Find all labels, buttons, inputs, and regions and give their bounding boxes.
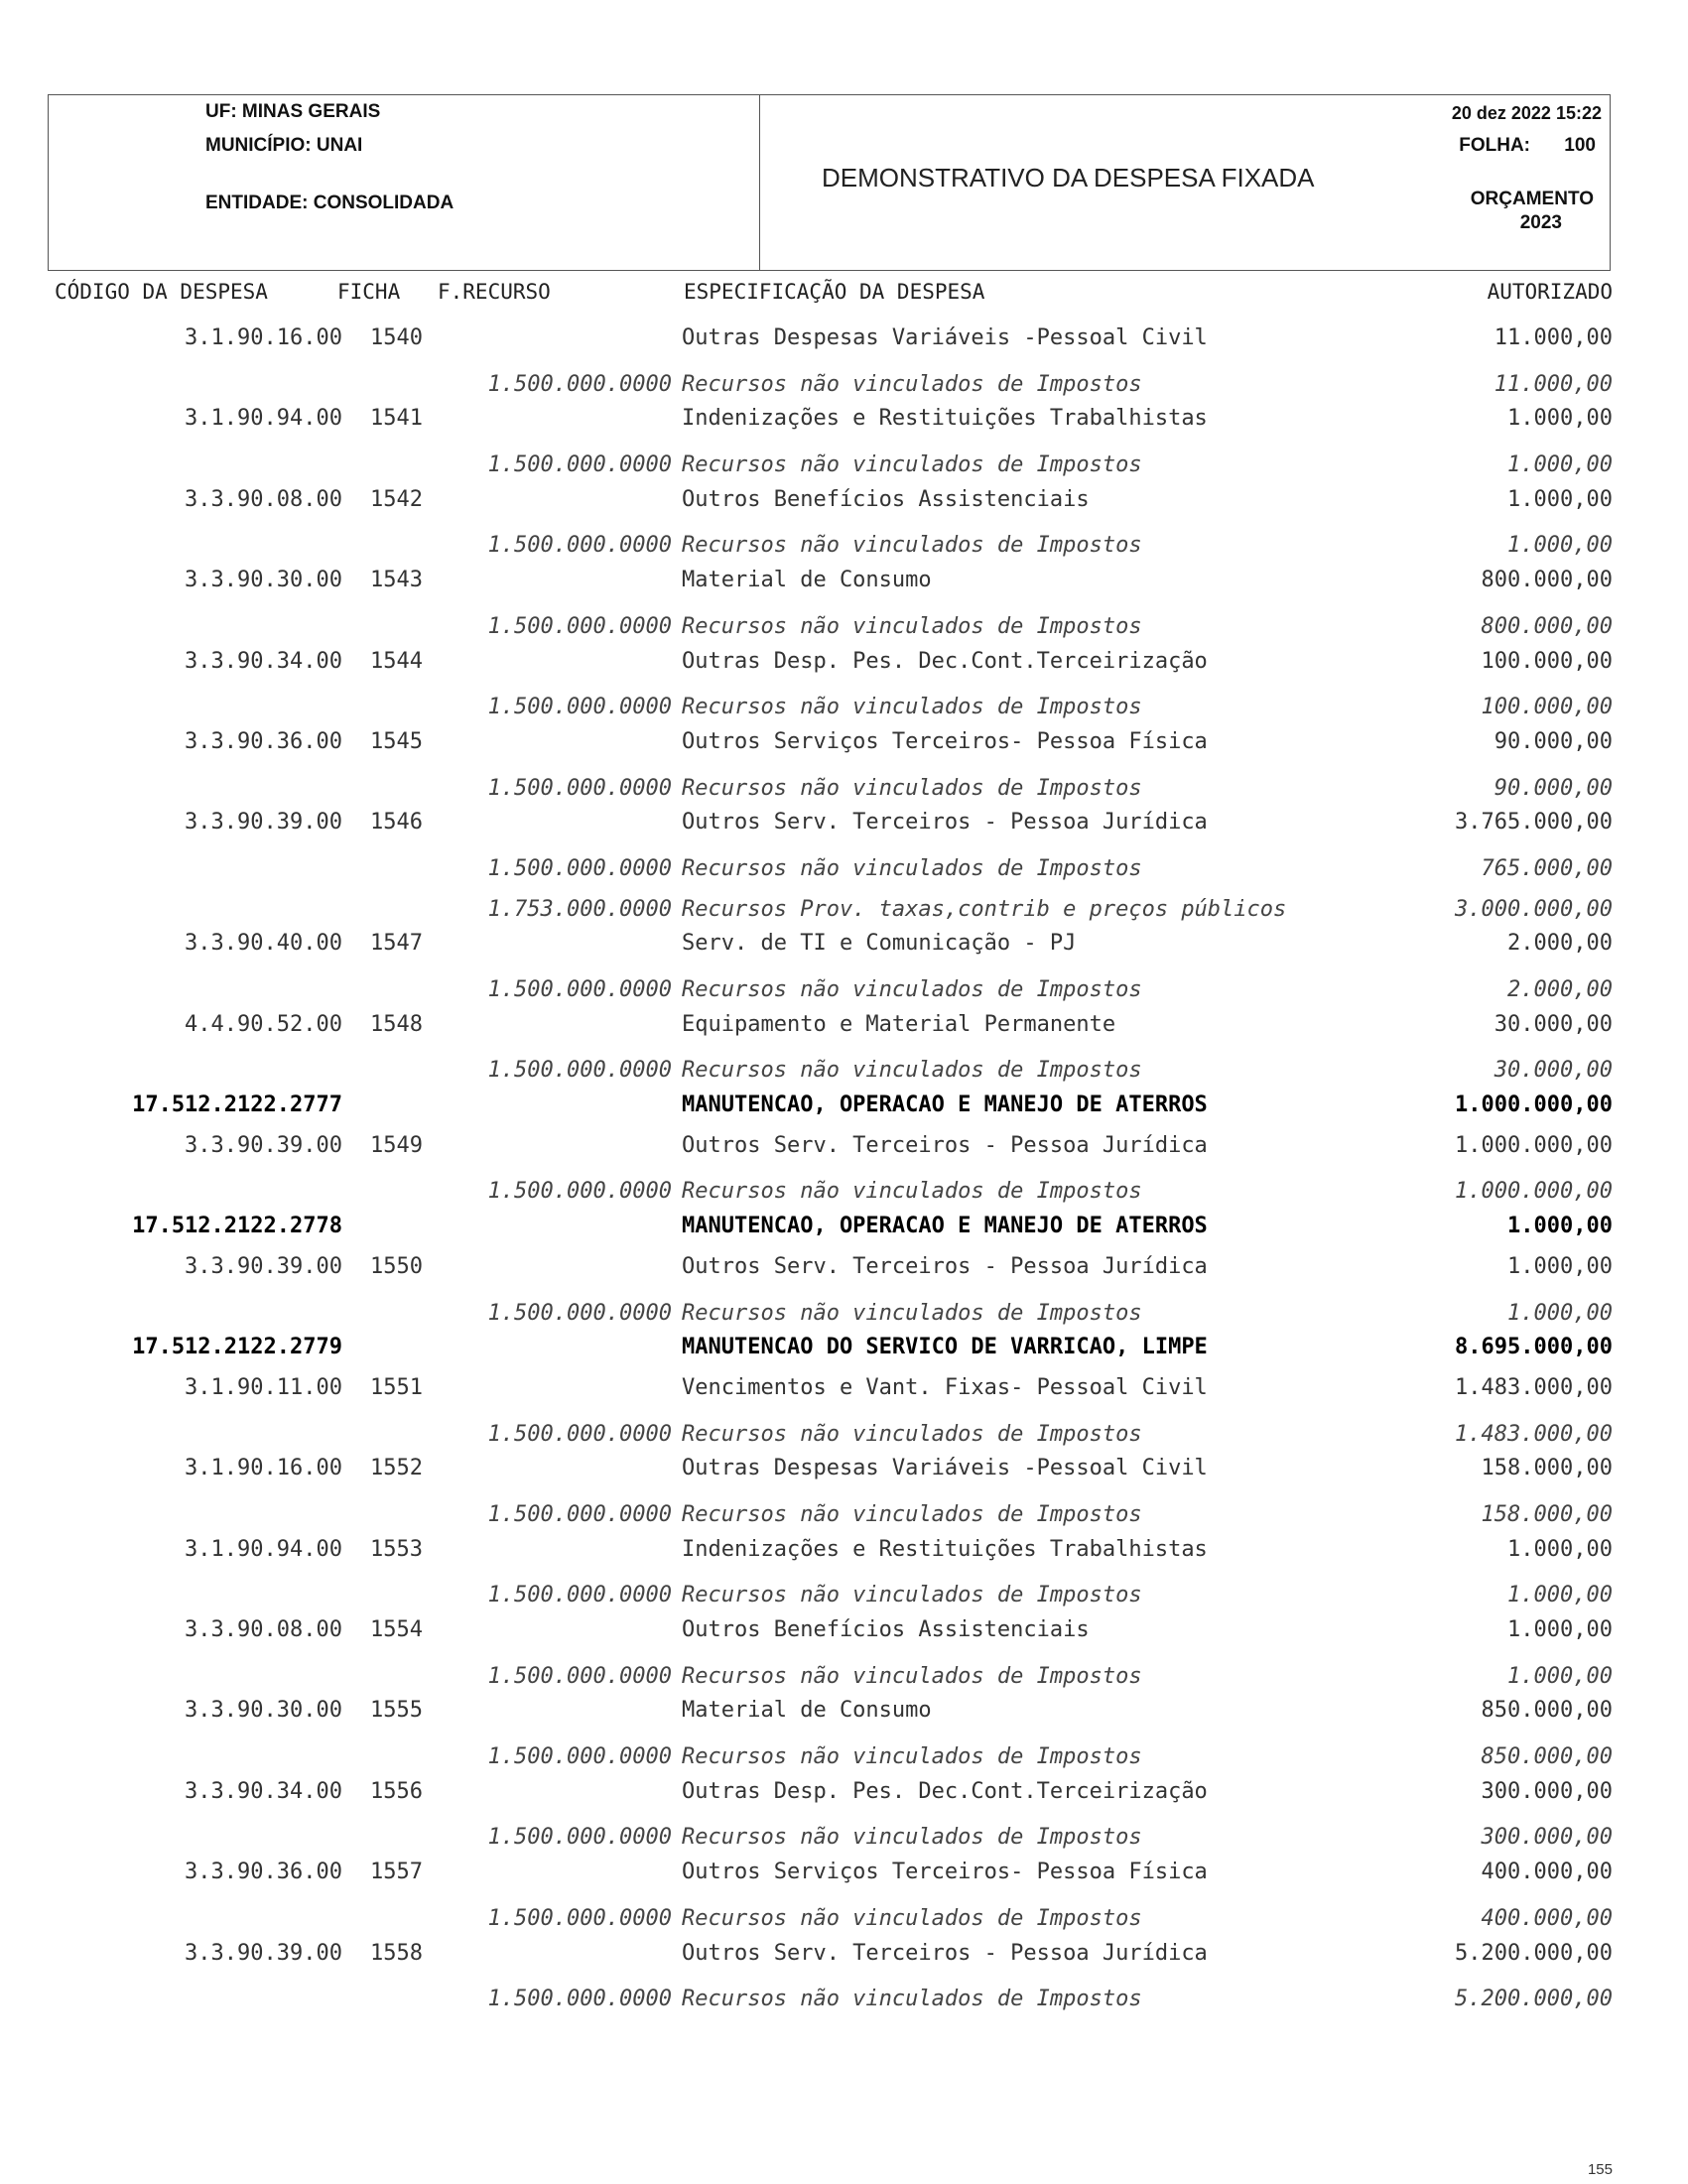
funding-source-row [0,1973,1688,2013]
expense-description: Equipamento e Material Permanente [682,1011,1116,1037]
expense-description: Outros Benefícios Assistenciais [682,1617,1090,1642]
ficha-number: 1553 [370,1536,423,1562]
ficha-number: 1544 [370,648,423,674]
funding-source-code: 1.753.000.0000 [487,896,672,922]
authorized-value: 400.000,00 [1481,1905,1613,1931]
expense-code: 3.1.90.16.00 [185,325,342,350]
funding-source-row [0,1650,1688,1691]
ficha-number: 1556 [370,1778,423,1804]
expense-row [0,1852,1688,1892]
expense-code: 4.4.90.52.00 [185,1011,342,1037]
authorized-value: 1.000,00 [1507,1663,1613,1689]
authorized-value: 1.000,00 [1507,1536,1613,1562]
expense-description: Outros Serv. Terceiros - Pessoa Jurídica [682,1940,1208,1966]
ficha-number: 1540 [370,325,423,350]
expense-row [0,1529,1688,1570]
expense-description: Material de Consumo [682,1698,932,1724]
ficha-number: 1554 [370,1617,423,1642]
expense-code: 3.3.90.08.00 [185,486,342,512]
expense-description: Recursos não vinculados de Impostos [682,533,1142,559]
funding-source-code: 1.500.000.0000 [487,1501,672,1527]
column-header-codigo: CÓDIGO DA DESPESA [55,280,268,304]
expense-description: Recursos não vinculados de Impostos [682,1179,1142,1205]
authorized-value: 158.000,00 [1481,1501,1613,1527]
authorized-value: 11.000,00 [1493,371,1613,397]
ficha-number: 1543 [370,568,423,593]
ficha-number: 1545 [370,728,423,754]
ficha-number: 1549 [370,1132,423,1158]
ficha-number: 1546 [370,810,423,835]
authorized-value: 1.000.000,00 [1455,1092,1613,1118]
expense-description: Recursos não vinculados de Impostos [682,1905,1142,1931]
expense-description: Recursos não vinculados de Impostos [682,1987,1142,2012]
expense-description: Recursos não vinculados de Impostos [682,1501,1142,1527]
expense-description: Recursos não vinculados de Impostos [682,1744,1142,1770]
funding-source-code: 1.500.000.0000 [487,371,672,397]
ficha-number: 1558 [370,1940,423,1966]
expense-description: Recursos não vinculados de Impostos [682,1825,1142,1851]
authorized-value: 30.000,00 [1493,1058,1613,1084]
funding-source-code: 1.500.000.0000 [487,1987,672,2012]
action-row [0,1206,1688,1246]
authorized-value: 158.000,00 [1481,1456,1613,1481]
authorized-value: 1.000,00 [1507,486,1613,512]
expense-code: 3.3.90.08.00 [185,1617,342,1642]
expense-row [0,1771,1688,1812]
authorized-value: 5.200.000,00 [1455,1940,1613,1966]
expense-description: Outros Benefícios Assistenciais [682,486,1090,512]
entidade-label: ENTIDADE: CONSOLIDADA [205,193,454,213]
authorized-value: 1.000.000,00 [1455,1179,1613,1205]
authorized-value: 1.000,00 [1507,1253,1613,1279]
authorized-value: 8.695.000,00 [1455,1335,1613,1360]
expense-description: Indenizações e Restituições Trabalhistas [682,406,1208,432]
funding-source-code: 1.500.000.0000 [487,695,672,720]
municipio-label: MUNICÍPIO: UNAI [205,135,363,156]
expense-code: 3.3.90.36.00 [185,1860,342,1885]
ficha-number: 1547 [370,931,423,957]
funding-source-row [0,681,1688,721]
funding-source-row [0,883,1688,924]
authorized-value: 11.000,00 [1493,325,1613,350]
expense-code: 3.1.90.11.00 [185,1374,342,1400]
expense-description: Outras Despesas Variáveis -Pessoal Civil [682,325,1208,350]
expense-code: 3.3.90.39.00 [185,1253,342,1279]
authorized-value: 90.000,00 [1493,728,1613,754]
expense-description: Outras Despesas Variáveis -Pessoal Civil [682,1456,1208,1481]
funding-source-code: 1.500.000.0000 [487,1300,672,1326]
authorized-value: 1.000,00 [1507,533,1613,559]
funding-source-code: 1.500.000.0000 [487,613,672,639]
funding-source-row [0,519,1688,560]
report-header [48,94,1611,271]
funding-source-row [0,1044,1688,1085]
funding-source-row [0,1488,1688,1529]
column-header-recurso: F.RECURSO [438,280,551,304]
expense-description: Recursos Prov. taxas,contrib e preços públicos [682,896,1287,922]
funding-source-row [0,600,1688,641]
expense-table [0,318,1688,2013]
expense-description: Recursos não vinculados de Impostos [682,855,1142,881]
expense-code: 3.3.90.39.00 [185,1132,342,1158]
expense-code: 3.1.90.94.00 [185,1536,342,1562]
uf-label: UF: MINAS GERAIS [205,101,381,122]
ficha-number: 1541 [370,406,423,432]
orcamento-label: ORÇAMENTO [1470,189,1594,209]
authorized-value: 850.000,00 [1481,1698,1613,1724]
folha-label: FOLHA: [1459,135,1530,156]
funding-source-code: 1.500.000.0000 [487,1905,672,1931]
funding-source-row [0,358,1688,399]
expense-description: Serv. de TI e Comunicação - PJ [682,931,1077,957]
funding-source-row [0,439,1688,479]
authorized-value: 1.000,00 [1507,1300,1613,1326]
expense-row [0,1004,1688,1045]
ficha-number: 1552 [370,1456,423,1481]
column-header-especificacao: ESPECIFICAÇÃO DA DESPESA [684,280,985,304]
funding-source-row [0,964,1688,1004]
authorized-value: 1.483.000,00 [1455,1374,1613,1400]
ficha-number: 1542 [370,486,423,512]
expense-description: Recursos não vinculados de Impostos [682,775,1142,801]
authorized-value: 30.000,00 [1493,1011,1613,1037]
page-number: 155 [1587,2161,1613,2178]
header-divider [759,95,760,270]
expense-code: 3.3.90.30.00 [185,568,342,593]
funding-source-code: 1.500.000.0000 [487,1421,672,1447]
expense-code: 3.3.90.30.00 [185,1698,342,1724]
authorized-value: 765.000,00 [1481,855,1613,881]
funding-source-code: 1.500.000.0000 [487,775,672,801]
expense-description: MANUTENCAO, OPERACAO E MANEJO DE ATERROS [682,1214,1208,1239]
authorized-value: 300.000,00 [1481,1825,1613,1851]
funding-source-row [0,1811,1688,1852]
funding-source-row [0,1408,1688,1449]
expense-description: Outros Serv. Terceiros - Pessoa Jurídica [682,810,1208,835]
funding-source-code: 1.500.000.0000 [487,1744,672,1770]
ficha-number: 1557 [370,1860,423,1885]
expense-code: 3.1.90.16.00 [185,1456,342,1481]
expense-row [0,1125,1688,1166]
funding-source-row [0,1892,1688,1933]
authorized-value: 1.000,00 [1507,1214,1613,1239]
funding-source-code: 1.500.000.0000 [487,452,672,478]
expense-row [0,1448,1688,1488]
action-row [0,1085,1688,1125]
authorized-value: 1.000,00 [1507,406,1613,432]
expense-code: 3.3.90.34.00 [185,1778,342,1804]
expense-row [0,1367,1688,1408]
expense-row [0,1246,1688,1287]
expense-description: Outros Serv. Terceiros - Pessoa Jurídica [682,1132,1208,1158]
expense-row [0,398,1688,439]
expense-row [0,1609,1688,1650]
authorized-value: 300.000,00 [1481,1778,1613,1804]
authorized-value: 850.000,00 [1481,1744,1613,1770]
authorized-value: 800.000,00 [1481,613,1613,639]
expense-description: MANUTENCAO DO SERVICO DE VARRICAO, LIMPE [682,1335,1208,1360]
funding-source-row [0,1165,1688,1206]
funding-source-code: 1.500.000.0000 [487,1583,672,1608]
expense-description: Outros Serviços Terceiros- Pessoa Física [682,1860,1208,1885]
expense-description: Outros Serv. Terceiros - Pessoa Jurídica [682,1253,1208,1279]
authorized-value: 1.000.000,00 [1455,1132,1613,1158]
expense-row [0,479,1688,520]
ficha-number: 1550 [370,1253,423,1279]
expense-description: Recursos não vinculados de Impostos [682,1663,1142,1689]
expense-code: 3.3.90.36.00 [185,728,342,754]
expense-description: Outras Desp. Pes. Dec.Cont.Terceirização [682,1778,1208,1804]
report-datetime: 20 dez 2022 15:22 [1451,103,1602,123]
expense-row [0,1933,1688,1974]
expense-description: Recursos não vinculados de Impostos [682,977,1142,1002]
funding-source-code: 1.500.000.0000 [487,533,672,559]
expense-code: 3.3.90.34.00 [185,648,342,674]
expense-description: Recursos não vinculados de Impostos [682,452,1142,478]
expense-code: 17.512.2122.2777 [132,1092,342,1118]
funding-source-code: 1.500.000.0000 [487,855,672,881]
authorized-value: 1.000,00 [1507,1617,1613,1642]
authorized-value: 2.000,00 [1507,977,1613,1002]
expense-row [0,721,1688,762]
authorized-value: 800.000,00 [1481,568,1613,593]
expense-description: Recursos não vinculados de Impostos [682,613,1142,639]
expense-code: 3.3.90.39.00 [185,1940,342,1966]
authorized-value: 1.000,00 [1507,1583,1613,1608]
expense-row [0,318,1688,358]
expense-description: MANUTENCAO, OPERACAO E MANEJO DE ATERROS [682,1092,1208,1118]
column-header-ficha: FICHA [337,280,401,304]
ficha-number: 1555 [370,1698,423,1724]
expense-description: Vencimentos e Vant. Fixas- Pessoal Civil [682,1374,1208,1400]
funding-source-code: 1.500.000.0000 [487,977,672,1002]
action-row [0,1327,1688,1367]
expense-code: 3.3.90.40.00 [185,931,342,957]
expense-code: 3.1.90.94.00 [185,406,342,432]
expense-row [0,1690,1688,1731]
funding-source-row [0,1731,1688,1771]
expense-description: Recursos não vinculados de Impostos [682,1300,1142,1326]
authorized-value: 100.000,00 [1481,695,1613,720]
authorized-value: 3.765.000,00 [1455,810,1613,835]
expense-description: Material de Consumo [682,568,932,593]
expense-row [0,641,1688,682]
funding-source-code: 1.500.000.0000 [487,1179,672,1205]
expense-code: 17.512.2122.2778 [132,1214,342,1239]
authorized-value: 3.000.000,00 [1455,896,1613,922]
expense-row [0,560,1688,600]
funding-source-code: 1.500.000.0000 [487,1058,672,1084]
funding-source-code: 1.500.000.0000 [487,1825,672,1851]
authorized-value: 1.000,00 [1507,452,1613,478]
expense-description: Outros Serviços Terceiros- Pessoa Física [682,728,1208,754]
funding-source-code: 1.500.000.0000 [487,1663,672,1689]
funding-source-row [0,1287,1688,1328]
expense-description: Recursos não vinculados de Impostos [682,371,1142,397]
expense-row [0,923,1688,964]
expense-description: Recursos não vinculados de Impostos [682,695,1142,720]
authorized-value: 1.483.000,00 [1455,1421,1613,1447]
funding-source-row [0,1569,1688,1609]
folha-value: 100 [1564,135,1596,156]
expense-description: Recursos não vinculados de Impostos [682,1421,1142,1447]
expense-description: Indenizações e Restituições Trabalhistas [682,1536,1208,1562]
ficha-number: 1551 [370,1374,423,1400]
expense-description: Outras Desp. Pes. Dec.Cont.Terceirização [682,648,1208,674]
funding-source-row [0,762,1688,803]
ficha-number: 1548 [370,1011,423,1037]
authorized-value: 5.200.000,00 [1455,1987,1613,2012]
expense-description: Recursos não vinculados de Impostos [682,1058,1142,1084]
column-header-autorizado: AUTORIZADO [1487,280,1613,304]
authorized-value: 2.000,00 [1507,931,1613,957]
authorized-value: 100.000,00 [1481,648,1613,674]
expense-row [0,802,1688,842]
authorized-value: 400.000,00 [1481,1860,1613,1885]
orcamento-year: 2023 [1519,212,1562,233]
report-title: DEMONSTRATIVO DA DESPESA FIXADA [822,163,1315,193]
expense-code: 3.3.90.39.00 [185,810,342,835]
funding-source-row [0,842,1688,883]
authorized-value: 90.000,00 [1493,775,1613,801]
expense-description: Recursos não vinculados de Impostos [682,1583,1142,1608]
expense-code: 17.512.2122.2779 [132,1335,342,1360]
